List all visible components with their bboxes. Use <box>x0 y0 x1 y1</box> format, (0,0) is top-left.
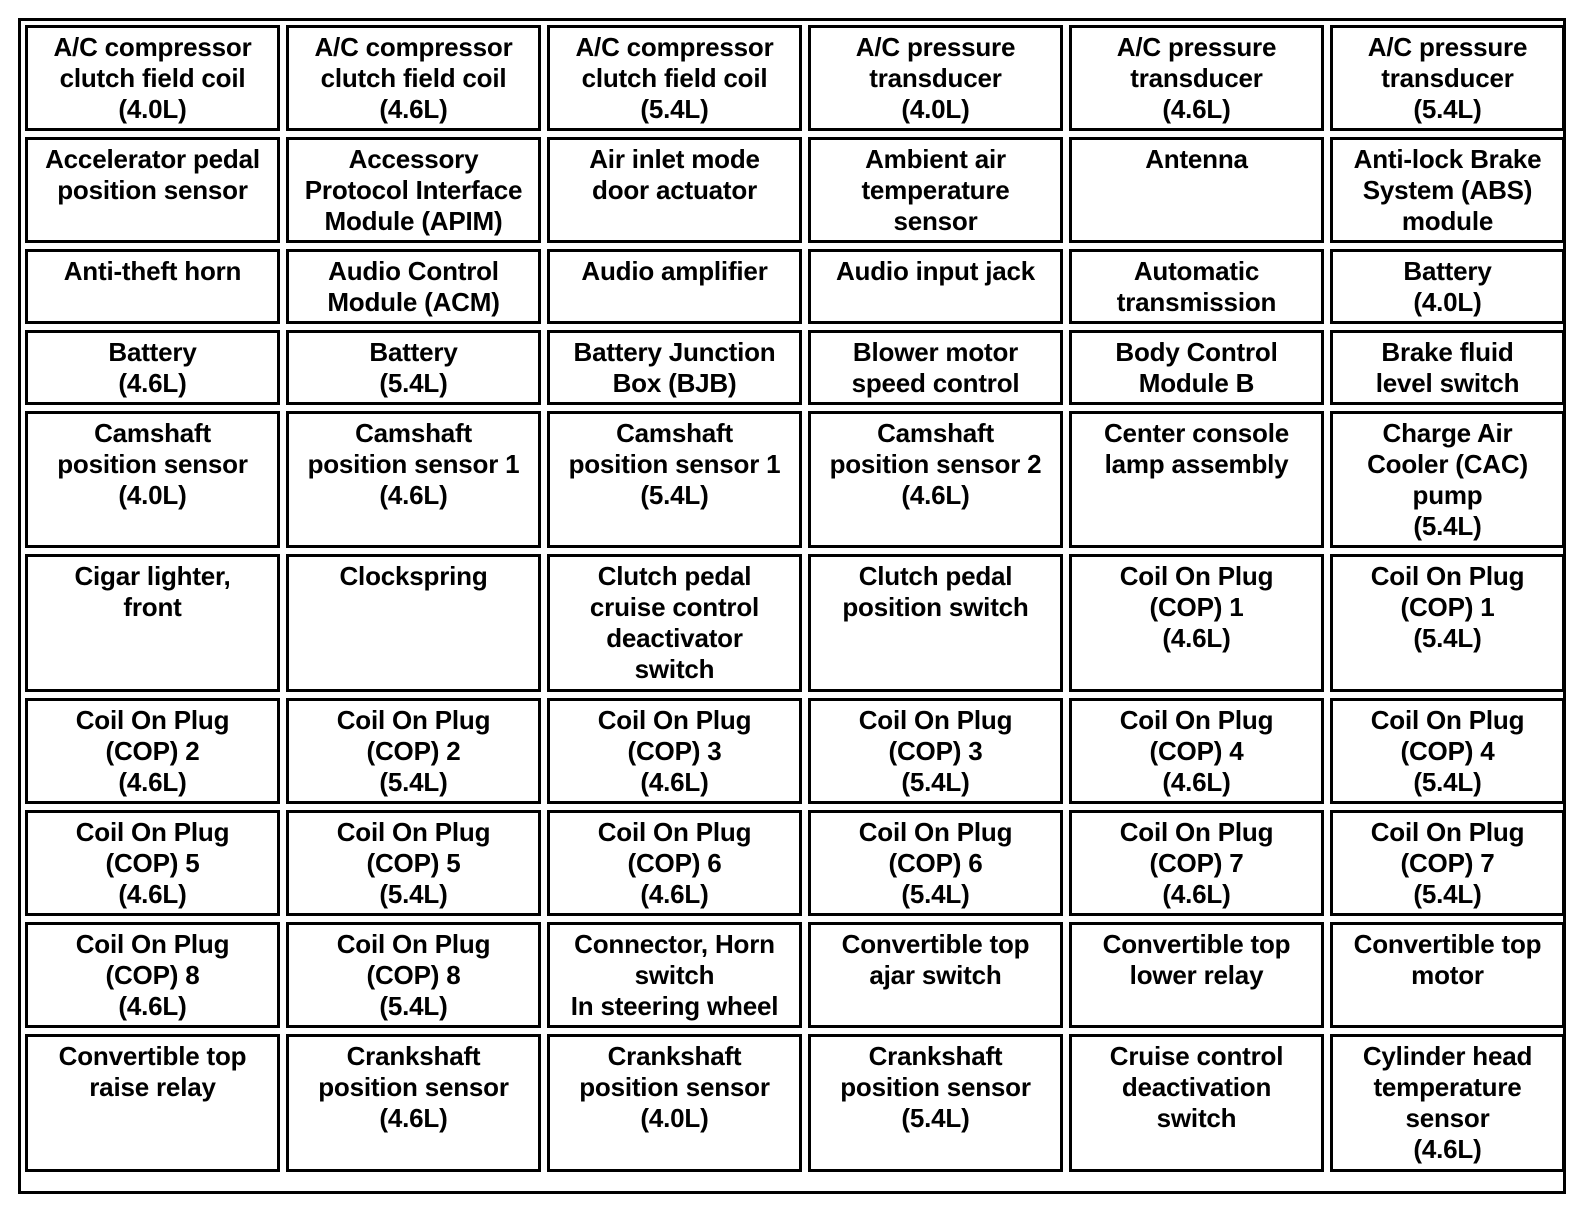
cell-text-line: Battery Junction <box>573 337 776 367</box>
table-cell <box>808 330 1063 405</box>
table-cell <box>1330 810 1565 916</box>
cell-text-line: (COP) 7 <box>1149 848 1244 878</box>
cell-text-line: Audio amplifier <box>581 256 768 286</box>
cell-text-line: (4.6L) <box>1162 94 1231 124</box>
table-cell <box>1330 25 1565 131</box>
cell-text-line: (5.4L) <box>1413 767 1482 797</box>
cell-text-line: Cruise control <box>1109 1041 1284 1071</box>
table-cell <box>25 810 280 916</box>
table-cell <box>808 411 1063 548</box>
cell-text-line: temperature <box>1373 1072 1522 1102</box>
cell-text-line: Battery <box>369 337 458 367</box>
cell-text-line: Coil On Plug <box>858 705 1013 735</box>
table-cell <box>1069 554 1324 692</box>
cell-text-line: (5.4L) <box>901 1103 970 1133</box>
cell-text-line: System (ABS) <box>1362 175 1533 205</box>
cell-text-line: (COP) 2 <box>366 736 461 766</box>
cell-text-line: (4.6L) <box>1162 879 1231 909</box>
cell-text-line: Camshaft <box>94 418 211 448</box>
table-cell <box>25 137 280 243</box>
cell-text-line: (4.0L) <box>901 94 970 124</box>
cell-text-line: Module (ACM) <box>327 287 500 317</box>
cell-text-line: (5.4L) <box>640 94 709 124</box>
cell-text-line: (COP) 6 <box>627 848 722 878</box>
cell-text-line: (COP) 7 <box>1400 848 1495 878</box>
cell-text-line: Box (BJB) <box>612 368 737 398</box>
cell-text-line: A/C compressor <box>53 32 252 62</box>
table-cell <box>547 810 802 916</box>
cell-text-line: position sensor <box>579 1072 770 1102</box>
cell-text-line: (COP) 3 <box>888 736 983 766</box>
table-cell <box>25 922 280 1028</box>
cell-text-line: Cigar lighter, <box>74 561 231 591</box>
table-cell <box>1069 25 1324 131</box>
cell-text-line: (4.6L) <box>379 480 448 510</box>
cell-text-line: Automatic <box>1133 256 1260 286</box>
table-cell <box>25 411 280 548</box>
component-index-table <box>18 18 1566 1194</box>
cell-text-line: (4.6L) <box>1162 767 1231 797</box>
cell-text-line: cruise control <box>589 592 760 622</box>
cell-text-line: (COP) 5 <box>366 848 461 878</box>
table-cell <box>25 1034 280 1172</box>
cell-text-line: (5.4L) <box>379 879 448 909</box>
cell-text-line: (4.6L) <box>1162 623 1231 653</box>
cell-text-line: switch <box>634 960 715 990</box>
cell-text-line: Camshaft <box>355 418 472 448</box>
cell-text-line: (4.6L) <box>118 767 187 797</box>
cell-text-line: transducer <box>1130 63 1263 93</box>
table-cell <box>286 411 541 548</box>
cell-text-line: Coil On Plug <box>1119 705 1274 735</box>
cell-text-line: Coil On Plug <box>336 929 491 959</box>
table-cell <box>25 249 280 324</box>
cell-text-line: (COP) 4 <box>1149 736 1244 766</box>
table-cell <box>1330 554 1565 692</box>
cell-text-line: sensor <box>893 206 978 236</box>
table-cell <box>547 1034 802 1172</box>
cell-text-line: Clockspring <box>339 561 488 591</box>
cell-text-line: Convertible top <box>841 929 1030 959</box>
cell-text-line: (5.4L) <box>379 767 448 797</box>
table-cell <box>547 330 802 405</box>
cell-text-line: (COP) 8 <box>105 960 200 990</box>
cell-text-line: Coil On Plug <box>336 817 491 847</box>
table-cell <box>25 554 280 692</box>
cell-text-line: (4.0L) <box>118 94 187 124</box>
cell-text-line: Air inlet mode <box>589 144 760 174</box>
cell-text-line: (COP) 8 <box>366 960 461 990</box>
cell-text-line: position sensor <box>840 1072 1031 1102</box>
cell-text-line: (4.6L) <box>640 767 709 797</box>
cell-text-line: ajar switch <box>869 960 1002 990</box>
cell-text-line: Convertible top <box>1353 929 1542 959</box>
cell-text-line: (5.4L) <box>1413 623 1482 653</box>
cell-text-line: sensor <box>1405 1103 1490 1133</box>
cell-text-line: clutch field coil <box>320 63 507 93</box>
cell-text-line: Camshaft <box>877 418 994 448</box>
cell-text-line: Audio Control <box>328 256 499 286</box>
table-cell <box>1069 411 1324 548</box>
table-cell <box>286 1034 541 1172</box>
cell-text-line: A/C pressure <box>855 32 1016 62</box>
cell-text-line: transmission <box>1116 287 1277 317</box>
table-cell <box>286 25 541 131</box>
cell-text-line: Coil On Plug <box>597 705 752 735</box>
cell-text-line: A/C pressure <box>1367 32 1528 62</box>
cell-text-line: (4.6L) <box>1413 1134 1482 1164</box>
cell-text-line: Coil On Plug <box>1119 817 1274 847</box>
table-cell <box>286 137 541 243</box>
cell-text-line: level switch <box>1375 368 1520 398</box>
table-cell <box>1330 411 1565 548</box>
cell-text-line: Camshaft <box>616 418 733 448</box>
cell-text-line: Clutch pedal <box>858 561 1013 591</box>
cell-text-line: Center console <box>1103 418 1290 448</box>
table-cell <box>1069 698 1324 804</box>
table-cell <box>808 137 1063 243</box>
cell-text-line: Coil On Plug <box>1370 561 1525 591</box>
cell-text-line: Antenna <box>1145 144 1248 174</box>
cell-text-line: Body Control <box>1115 337 1278 367</box>
table-cell <box>547 249 802 324</box>
table-cell <box>547 411 802 548</box>
cell-text-line: lower relay <box>1129 960 1264 990</box>
table-cell <box>1330 922 1565 1028</box>
cell-text-line: (COP) 1 <box>1400 592 1495 622</box>
table-cell <box>808 554 1063 692</box>
cell-text-line: switch <box>1156 1103 1237 1133</box>
cell-text-line: Battery <box>1403 256 1492 286</box>
table-cell <box>1069 922 1324 1028</box>
cell-text-line: position sensor 2 <box>829 449 1042 479</box>
table-cell <box>547 698 802 804</box>
cell-text-line: (COP) 5 <box>105 848 200 878</box>
table-cell <box>808 698 1063 804</box>
cell-text-line: (4.6L) <box>118 991 187 1021</box>
cell-text-line: Coil On Plug <box>597 817 752 847</box>
cell-text-line: (4.6L) <box>379 1103 448 1133</box>
cell-text-line: Coil On Plug <box>75 817 230 847</box>
cell-text-line: transducer <box>1381 63 1514 93</box>
cell-text-line: position sensor 1 <box>307 449 520 479</box>
cell-text-line: motor <box>1411 960 1484 990</box>
cell-text-line: position sensor 1 <box>568 449 781 479</box>
table-cell <box>808 810 1063 916</box>
cell-text-line: switch <box>634 654 715 684</box>
table-cell <box>547 922 802 1028</box>
cell-text-line: (5.4L) <box>640 480 709 510</box>
cell-text-line: Crankshaft <box>346 1041 481 1071</box>
table-cell <box>286 810 541 916</box>
cell-text-line: Coil On Plug <box>336 705 491 735</box>
cell-text-line: Battery <box>108 337 197 367</box>
cell-text-line: (COP) 4 <box>1400 736 1495 766</box>
cell-text-line: (4.6L) <box>379 94 448 124</box>
cell-text-line: Clutch pedal <box>597 561 752 591</box>
table-cell <box>1069 249 1324 324</box>
table-cell <box>1330 137 1565 243</box>
cell-text-line: raise relay <box>89 1072 216 1102</box>
table-cell <box>1069 1034 1324 1172</box>
cell-text-line: (5.4L) <box>1413 511 1482 541</box>
table-cell <box>1069 330 1324 405</box>
cell-text-line: (4.0L) <box>1413 287 1482 317</box>
table-cell <box>547 554 802 692</box>
table-cell <box>808 25 1063 131</box>
cell-text-line: (5.4L) <box>901 879 970 909</box>
cell-text-line: Blower motor <box>852 337 1019 367</box>
cell-text-line: (4.0L) <box>640 1103 709 1133</box>
table-cell <box>547 25 802 131</box>
table-cell <box>25 330 280 405</box>
cell-text-line: Protocol Interface <box>304 175 523 205</box>
cell-text-line: Coil On Plug <box>75 705 230 735</box>
cell-text-line: Ambient air <box>865 144 1006 174</box>
cell-text-line: Convertible top <box>1102 929 1291 959</box>
cell-text-line: temperature <box>861 175 1010 205</box>
cell-text-line: Convertible top <box>58 1041 247 1071</box>
table-cell <box>286 554 541 692</box>
table-cell <box>808 922 1063 1028</box>
cell-text-line: A/C compressor <box>575 32 774 62</box>
cell-text-line: clutch field coil <box>59 63 246 93</box>
table-cell <box>25 25 280 131</box>
cell-text-line: (5.4L) <box>1413 879 1482 909</box>
cell-text-line: (COP) 6 <box>888 848 983 878</box>
cell-text-line: (COP) 2 <box>105 736 200 766</box>
table-cell <box>286 249 541 324</box>
cell-text-line: A/C compressor <box>314 32 513 62</box>
cell-text-line: (4.6L) <box>118 368 187 398</box>
cell-text-line: Module B <box>1138 368 1255 398</box>
cell-text-line: position sensor <box>57 175 248 205</box>
table-cell <box>1069 810 1324 916</box>
cell-text-line: position sensor <box>57 449 248 479</box>
cell-text-line: Connector, Horn <box>574 929 775 959</box>
table-cell <box>1330 1034 1565 1172</box>
cell-text-line: (5.4L) <box>901 767 970 797</box>
cell-text-line: A/C pressure <box>1116 32 1277 62</box>
cell-text-line: Crankshaft <box>868 1041 1003 1071</box>
cell-text-line: front <box>123 592 182 622</box>
cell-text-line: (COP) 1 <box>1149 592 1244 622</box>
cell-text-line: Anti-theft horn <box>63 256 242 286</box>
table-cell <box>808 1034 1063 1172</box>
table-cell <box>1330 249 1565 324</box>
cell-text-line: Coil On Plug <box>1370 705 1525 735</box>
cell-text-line: speed control <box>851 368 1020 398</box>
cell-text-line: Cooler (CAC) <box>1367 449 1528 479</box>
cell-text-line: (COP) 3 <box>627 736 722 766</box>
cell-text-line: position switch <box>842 592 1029 622</box>
cell-text-line: position sensor <box>318 1072 509 1102</box>
cell-text-line: (5.4L) <box>1413 94 1482 124</box>
table-cell <box>286 922 541 1028</box>
cell-text-line: Audio input jack <box>835 256 1036 286</box>
cell-text-line: Coil On Plug <box>1370 817 1525 847</box>
cell-text-line: Crankshaft <box>607 1041 742 1071</box>
cell-text-line: Charge Air <box>1382 418 1513 448</box>
cell-text-line: Coil On Plug <box>1119 561 1274 591</box>
cell-text-line: transducer <box>869 63 1002 93</box>
table-cell <box>286 330 541 405</box>
cell-text-line: Module (APIM) <box>324 206 503 236</box>
cell-text-line: deactivation <box>1121 1072 1272 1102</box>
table-cell <box>286 698 541 804</box>
cell-text-line: In steering wheel <box>570 991 779 1021</box>
cell-text-line: Cylinder head <box>1362 1041 1533 1071</box>
cell-text-line: (4.6L) <box>901 480 970 510</box>
cell-text-line: Accessory <box>348 144 479 174</box>
cell-text-line: (5.4L) <box>379 991 448 1021</box>
cell-text-line: (4.6L) <box>640 879 709 909</box>
cell-text-line: (4.6L) <box>118 879 187 909</box>
table-cell <box>1069 137 1324 243</box>
table-cell <box>1330 698 1565 804</box>
cell-text-line: clutch field coil <box>581 63 768 93</box>
cell-text-line: Accelerator pedal <box>45 144 260 174</box>
table-cell <box>808 249 1063 324</box>
cell-text-line: Brake fluid <box>1381 337 1514 367</box>
table-cell <box>25 698 280 804</box>
cell-text-line: Coil On Plug <box>75 929 230 959</box>
cell-text-line: deactivator <box>606 623 743 653</box>
cell-text-line: lamp assembly <box>1104 449 1289 479</box>
table-cell <box>1330 330 1565 405</box>
cell-text-line: (5.4L) <box>379 368 448 398</box>
cell-text-line: door actuator <box>592 175 757 205</box>
cell-text-line: (4.0L) <box>118 480 187 510</box>
cell-text-line: module <box>1401 206 1494 236</box>
cell-text-line: pump <box>1412 480 1483 510</box>
table-cell <box>547 137 802 243</box>
cell-text-line: Anti-lock Brake <box>1353 144 1542 174</box>
cell-text-line: Coil On Plug <box>858 817 1013 847</box>
